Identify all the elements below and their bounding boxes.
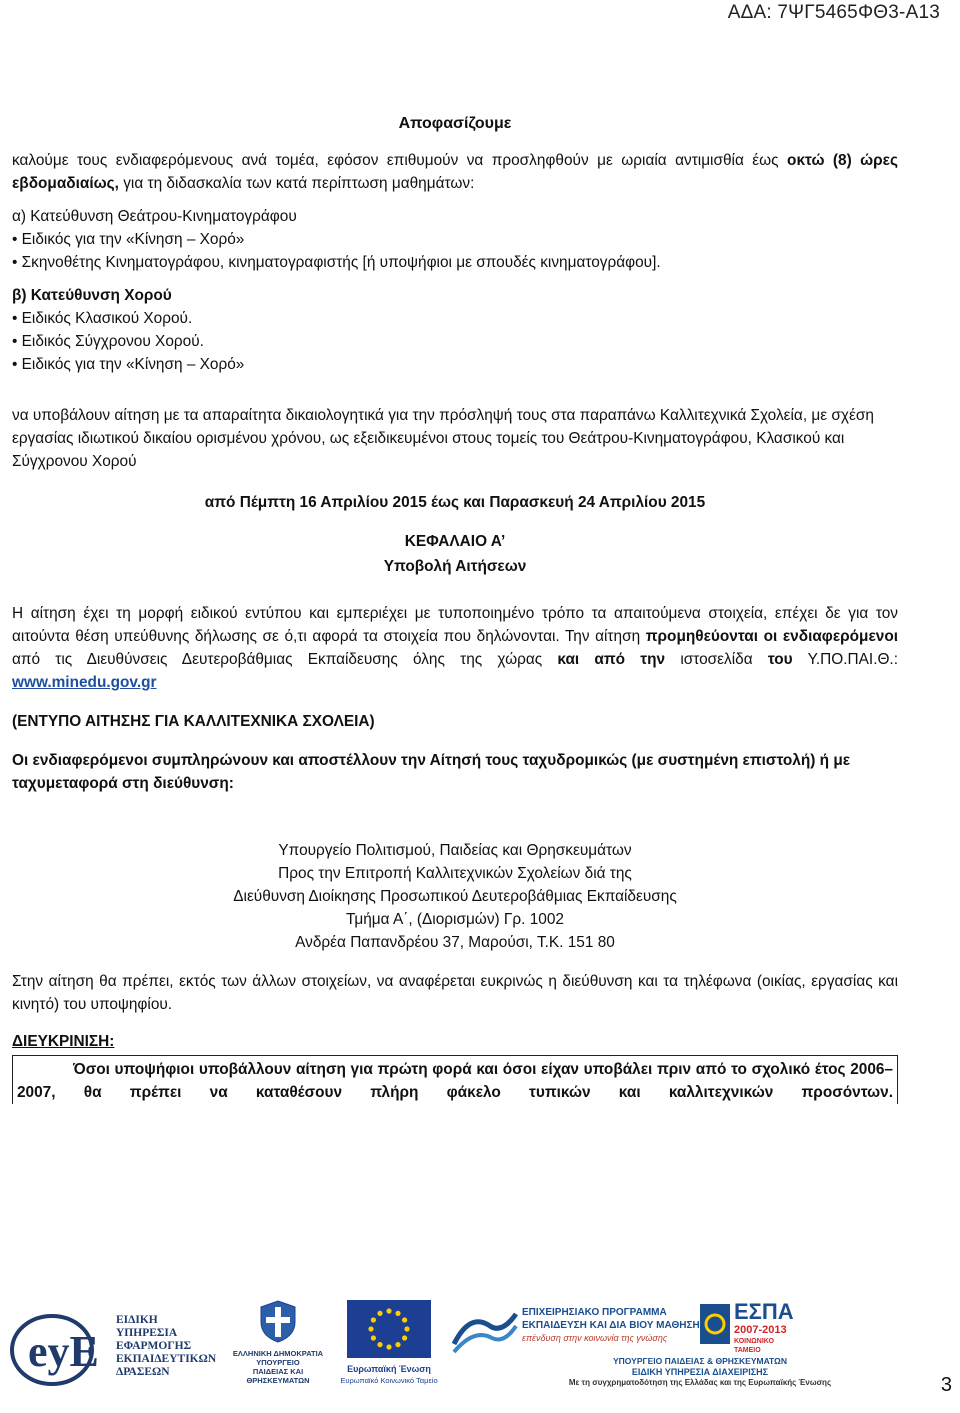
espa-text-line: ΕΣΠΑ (734, 1299, 794, 1324)
eu-star-icon (404, 1326, 409, 1331)
mail-instruction: Οι ενδιαφερόμενοι συμπληρώνουν και αποστέλλουν την Αίτησή τους ταχυδρομικώς (με συστημένη επιστολή) ή με ταχυμεταφορά στη διεύθυνση: (12, 752, 851, 792)
address-line: Υπουργείο Πολιτισμού, Παιδείας και Θρησκευμάτων (278, 842, 632, 859)
chapter-subtitle: Υποβολή Αιτήσεων (383, 558, 527, 575)
eu-star-icon (395, 1311, 400, 1316)
footer-logos (0, 1290, 960, 1400)
eu-star-icon (371, 1335, 376, 1340)
eu-star-icon (386, 1308, 391, 1313)
eye-text-line: ΥΠΗΡΕΣΙΑ (116, 1327, 178, 1339)
document-body (12, 112, 898, 1104)
eu-star-icon (377, 1311, 382, 1316)
address-line: Ανδρέα Παπανδρέου 37, Μαρούσι, Τ.Κ. 151 80 (295, 934, 615, 951)
eye-logo-mark (10, 1310, 106, 1390)
eu-flag-icon (347, 1300, 431, 1358)
greek-republic-logo (228, 1298, 328, 1394)
eye-logo (10, 1308, 225, 1394)
clarification-text: Όσοι υποψήφιοι υποβάλλουν αίτηση για πρώτη φορά και όσοι είχαν υποβάλει πριν από το σχολικό έτος 2006–2007, θα πρέπει να καταθέσουν πλήρη φάκελο τυπικών και καλλιτεχνικών προσόντων. (17, 1061, 893, 1101)
eu-logo (334, 1300, 444, 1396)
application-bold-2: και από την (557, 651, 666, 668)
eu-star-icon (402, 1335, 407, 1340)
ministry-line: ΥΠΟΥΡΓΕΙΟ ΠΑΙΔΕΙΑΣ & ΘΡΗΣΚΕΥΜΑΤΩΝ (612, 1356, 788, 1366)
espa-icon (700, 1304, 730, 1344)
application-text-2: από τις Διευθύνσεις Δευτεροβάθμιας Εκπαίδευσης όλης της χώρας (12, 651, 558, 668)
section-a-item: • Σκηνοθέτης Κινηματογράφου, κινηματογραφιστής [ή υποψήφιοι με σπουδές κινηματογράφου]. (12, 254, 661, 271)
minedu-link[interactable]: www.minedu.gov.gr (12, 674, 157, 691)
page-number: 3 (940, 1374, 952, 1396)
intro-paragraph (12, 149, 898, 195)
date-range: από Πέμπτη 16 Απριλίου 2015 έως και Παρασκευή 24 Απριλίου 2015 (204, 494, 706, 511)
application-bold-1: προμηθεύονται οι ενδιαφερόμενοι (645, 628, 899, 645)
greece-text-line: ΘΡΗΣΚΕΥΜΑΤΩΝ (246, 1376, 310, 1385)
section-b-item: • Ειδικός για την «Κίνηση – Χορό» (12, 356, 245, 373)
page-title: Αποφασίζουμε (398, 115, 512, 132)
address-line: Τμήμα Α΄, (Διορισμών) Γρ. 1002 (346, 911, 564, 928)
program-wave-icon (450, 1306, 520, 1358)
greece-text-line: ΥΠΟΥΡΓΕΙΟ (256, 1358, 300, 1367)
section-a-item: • Ειδικός για την «Κίνηση – Χορό» (12, 231, 245, 248)
eu-star-icon (371, 1317, 376, 1322)
eu-text-line: Ευρωπαϊκό Κοινωνικό Ταμείο (340, 1376, 438, 1385)
cofund-line: Με τη συγχρηματοδότηση της Ελλάδας και της Ευρωπαϊκής Ένωσης (568, 1378, 832, 1387)
clarification-label: ΔΙΕΥΚΡΙΝΙΣΗ: (12, 1033, 115, 1050)
eye-text-line: ΕΦΑΡΜΟΓΗΣ (116, 1340, 192, 1352)
section-a (12, 205, 898, 274)
eye-text-line: ΔΡΑΣΕΩΝ (116, 1366, 170, 1378)
phones-note: Στην αίτηση θα πρέπει, εκτός των άλλων στοιχείων, να αναφέρεται ευκρινώς η διεύθυνση και τα τηλέφωνα (οικίας, εργασίας και κινητό) του υποψηφίου. (12, 973, 898, 1013)
ministry-block (520, 1356, 880, 1388)
eye-text-line: ΕΙΔΙΚΗ (116, 1314, 158, 1326)
application-paragraph (12, 602, 898, 694)
application-bold-3: του (767, 651, 793, 668)
section-b (12, 284, 898, 376)
eu-star-icon (395, 1342, 400, 1347)
chapter-title: ΚΕΦΑΛΑΙΟ Α’ (404, 533, 506, 550)
greek-emblem-icon (255, 1298, 301, 1344)
address-line: Διεύθυνση Διοίκησης Προσωπικού Δευτεροβάθμιας Εκπαίδευσης (233, 888, 677, 905)
eu-star-icon (386, 1344, 391, 1349)
form-title: (ΕΝΤΥΠΟ ΑΙΤΗΣΗΣ ΓΙΑ ΚΑΛΛΙΤΕΧΝΙΚΑ ΣΧΟΛΕΙΑ) (12, 713, 375, 730)
program-text-line: επένδυση στην κοινωνία της γνώσης (522, 1333, 668, 1343)
program-text-line: ΕΠΙΧΕΙΡΗΣΙΑΚΟ ΠΡΟΓΡΑΜΜΑ (522, 1307, 667, 1318)
program-text-line: ΕΚΠΑΙΔΕΥΣΗ ΚΑΙ ΔΙΑ ΒΙΟΥ ΜΑΘΗΣΗ (522, 1320, 700, 1331)
espa-text-line: ΚΟΙΝΩΝΙΚΟ ΤΑΜΕΙΟ (734, 1338, 774, 1354)
intro-hours: οκτώ (8) ώρες εβδομαδιαίως, (12, 152, 898, 192)
application-text-3: ιστοσελίδα (665, 651, 768, 668)
eye-text-line: ΕΚΠΑΙΔΕΥΤΙΚΩΝ (116, 1353, 217, 1365)
intro-rest: για τη διδασκαλία των κατά περίπτωση μαθημάτων: (118, 175, 475, 192)
espa-text-line: 2007-2013 (734, 1324, 787, 1336)
ada-header: ΑΔΑ: 7ΨΓ5465ΦΘ3-Α13 (727, 2, 940, 23)
section-a-title: α) Κατεύθυνση Θεάτρου-Κινηματογράφου (12, 208, 297, 225)
intro-line-1: καλούμε τους ενδιαφερόμενους ανά τομέα, εφόσον επιθυμούν να προσληφθούν με ωριαία αντιμισθία έως (12, 152, 779, 169)
eu-star-icon (377, 1342, 382, 1347)
application-text-4: Υ.ΠΟ.ΠΑΙ.Θ.: (792, 651, 898, 668)
application-text-1: Η αίτηση έχει τη μορφή ειδικού εντύπου και εμπεριέχει με τυποποιημένο τρόπο τα απαιτούμενα στοιχεία, επέχει δε για τον αιτούντα θέση υπεύθυνης δήλωσης σε ό,τι αφορά τα στοιχεία που δηλώνονται. Την αίτηση (12, 605, 898, 645)
section-b-item: • Ειδικός Σύγχρονου Χορού. (12, 333, 204, 350)
clarification-box (12, 1055, 898, 1104)
eye-mark-text: eyE (28, 1327, 99, 1376)
apply-paragraph: να υποβάλουν αίτηση με τα απαραίτητα δικαιολογητικά για την πρόσληψή τους στα παραπάνω Καλλιτεχνικά Σχολεία, με σχέση εργασίας ιδιωτικού δικαίου ορισμένου χρόνου, ως εξειδικευμένοι στους τομείς του Θεάτρου-Κινηματογράφου, Κλασικού και Σύγχρονου Χορού (12, 407, 874, 470)
service-line: ΕΙΔΙΚΗ ΥΠΗΡΕΣΙΑ ΔΙΑΧΕΙΡΙΣΗΣ (631, 1367, 769, 1377)
address-line: Προς την Επιτροπή Καλλιτεχνικών Σχολείων διά της (278, 865, 632, 882)
section-b-item: • Ειδικός Κλασικού Χορού. (12, 310, 193, 327)
address-block (12, 839, 898, 954)
eu-text-line: Ευρωπαϊκή Ένωση (347, 1364, 431, 1374)
eu-star-icon (368, 1326, 373, 1331)
greece-text-line: ΠΑΙΔΕΙΑΣ ΚΑΙ (252, 1367, 304, 1376)
section-b-title: β) Κατεύθυνση Χορού (12, 287, 172, 304)
greece-text-line: ΕΛΛΗΝΙΚΗ ΔΗΜΟΚΡΑΤΙΑ (232, 1349, 324, 1358)
eu-star-icon (402, 1317, 407, 1322)
